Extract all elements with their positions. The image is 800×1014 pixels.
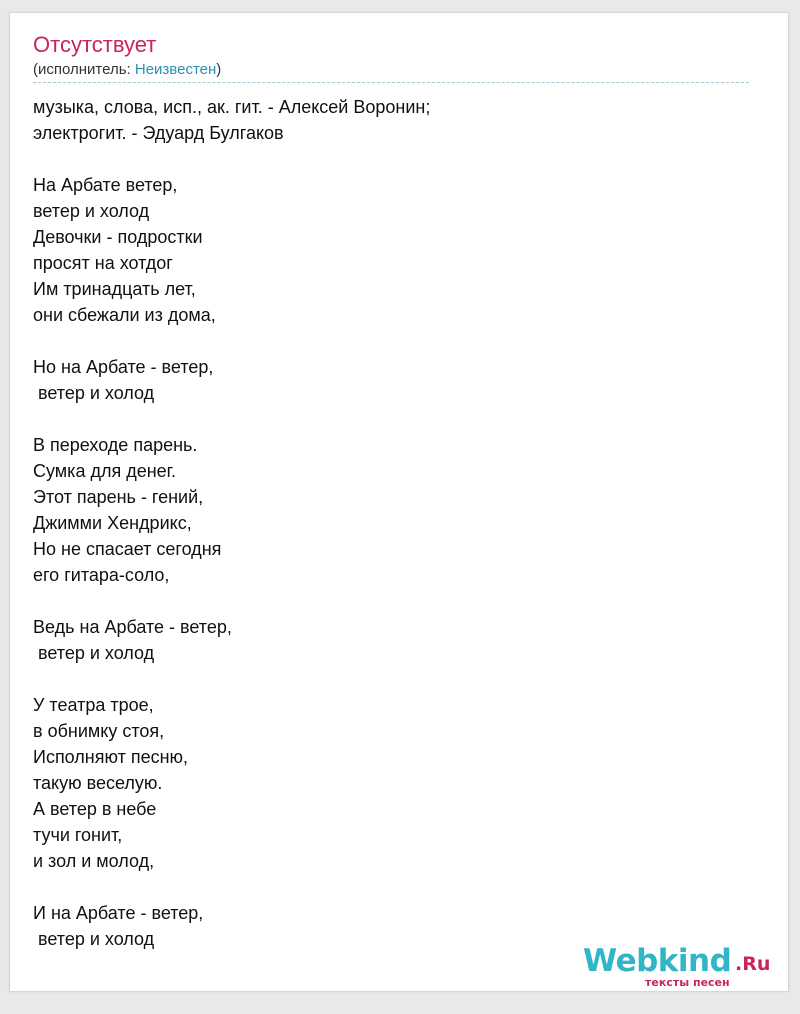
logo-wordmark: Webkind <box>583 943 732 979</box>
artist-prefix: (исполнитель: <box>33 61 135 78</box>
lyrics-text <box>33 94 733 952</box>
lyric-line: А ветер в небе <box>33 799 157 819</box>
lyric-line: Но на Арбате - ветер, <box>33 357 214 377</box>
lyric-blank-line <box>33 146 733 172</box>
lyric-line: Девочки - подростки <box>33 227 203 247</box>
lyric-line: ветер и холод <box>33 201 150 221</box>
lyric-line: ветер и холод <box>33 383 155 403</box>
lyric-blank-line <box>33 406 733 432</box>
lyric-line: такую веселую. <box>33 773 163 793</box>
lyric-line: Исполняют песню, <box>33 747 189 767</box>
logo-domain: .Ru <box>735 953 771 975</box>
artist-suffix: ) <box>216 61 222 78</box>
artist-link[interactable]: Неизвестен <box>134 61 217 78</box>
song-title: Отсутствует <box>33 32 157 57</box>
title-divider <box>33 82 749 83</box>
lyric-line: Но не спасает сегодня <box>33 539 222 559</box>
lyric-line: и зол и молод, <box>33 851 155 871</box>
lyric-line: На Арбате ветер, <box>33 175 178 195</box>
lyric-line: они сбежали из дома, <box>33 305 216 325</box>
lyric-line: Им тринадцать лет, <box>33 279 196 299</box>
lyric-blank-line <box>33 666 733 692</box>
lyric-line: его гитара-соло, <box>33 565 170 585</box>
lyric-line: В переходе парень. <box>33 435 198 455</box>
lyric-blank-line <box>33 328 733 354</box>
lyric-line: в обнимку стоя, <box>33 721 165 741</box>
lyric-blank-line <box>33 588 733 614</box>
logo-tagline: тексты песен <box>645 976 730 989</box>
lyric-line: У театра трое, <box>33 695 154 715</box>
lyric-line: музыка, слова, исп., ак. гит. - Алексей Воронин; <box>33 97 431 117</box>
lyric-blank-line <box>33 874 733 900</box>
lyric-line: тучи гонит, <box>33 825 123 845</box>
lyric-line: Сумка для денег. <box>33 461 177 481</box>
artist-line <box>33 61 221 79</box>
lyric-line: электрогит. - Эдуард Булгаков <box>33 123 284 143</box>
lyric-line: Ведь на Арбате - ветер, <box>33 617 232 637</box>
lyric-line: ветер и холод <box>33 643 155 663</box>
lyric-line: ветер и холод <box>33 929 155 949</box>
lyric-line: И на Арбате - ветер, <box>33 903 204 923</box>
lyric-line: Этот парень - гений, <box>33 487 204 507</box>
site-logo[interactable] <box>583 943 783 991</box>
lyric-line: просят на хотдог <box>33 253 173 273</box>
lyric-line: Джимми Хендрикс, <box>33 513 192 533</box>
